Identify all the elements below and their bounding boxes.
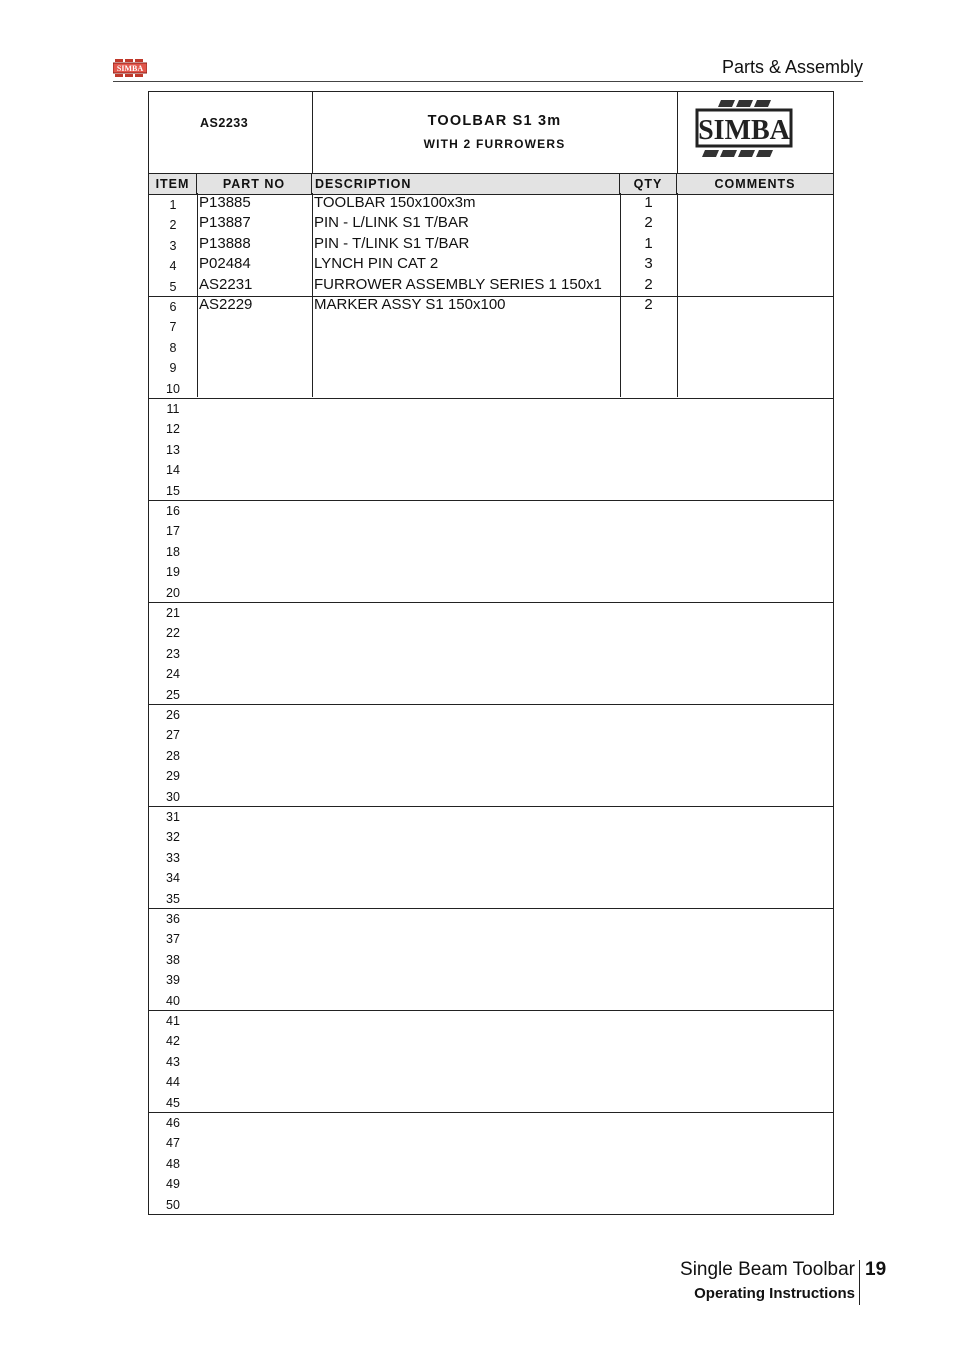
item-number: 26 (166, 708, 180, 722)
item-number: 27 (166, 728, 180, 743)
table-row (149, 990, 833, 1010)
part-description: TOOLBAR 150x100x3m (314, 194, 476, 211)
part-quantity: 2 (644, 214, 653, 232)
item-number: 25 (166, 687, 180, 702)
table-row (149, 541, 833, 561)
assembly-subtitle: WITH 2 FURROWERS (423, 137, 566, 151)
table-row (149, 684, 833, 704)
table-row (149, 1194, 833, 1214)
table-row (149, 724, 833, 744)
part-quantity: 2 (644, 275, 653, 293)
column-divider (620, 193, 621, 397)
part-description: PIN - T/LINK S1 T/BAR (314, 234, 470, 252)
part-description: LYNCH PIN CAT 2 (314, 255, 439, 273)
item-number: 13 (166, 442, 180, 457)
part-number: P13888 (199, 234, 251, 252)
table-row (149, 745, 833, 765)
part-number: AS2229 (199, 296, 253, 313)
item-number: 7 (169, 320, 177, 335)
table-row (149, 847, 833, 867)
column-header-row (149, 173, 833, 195)
item-number: 11 (166, 402, 180, 416)
item-number: 40 (166, 993, 180, 1008)
item-number: 30 (166, 789, 180, 804)
simba-small-logo-icon (113, 58, 147, 78)
item-number: 21 (166, 606, 180, 620)
table-row (149, 500, 833, 520)
table-row (149, 194, 833, 214)
item-number: 17 (166, 524, 180, 539)
table-row (149, 582, 833, 602)
part-number: P13885 (199, 194, 251, 211)
item-number: 39 (166, 973, 180, 988)
table-row (149, 949, 833, 969)
table-row (149, 520, 833, 540)
table-row (149, 316, 833, 336)
column-divider (677, 193, 678, 397)
item-number: 31 (166, 810, 180, 824)
table-row (149, 1153, 833, 1173)
column-header-part-no: PART NO (197, 174, 312, 194)
part-quantity: 3 (644, 255, 653, 273)
item-number: 6 (169, 300, 177, 314)
item-number: 44 (166, 1075, 180, 1090)
item-number: 1 (169, 198, 177, 212)
footer-subtitle: Operating Instructions (694, 1285, 855, 1302)
item-number: 22 (166, 626, 180, 641)
item-number: 4 (169, 259, 177, 274)
item-number: 46 (166, 1116, 180, 1130)
table-row (149, 1092, 833, 1112)
brand-logo-cell (678, 92, 833, 173)
table-row (149, 1071, 833, 1091)
item-number: 2 (169, 218, 177, 233)
part-description: PIN - L/LINK S1 T/BAR (314, 214, 469, 232)
item-number: 37 (166, 932, 180, 947)
item-number: 3 (169, 238, 177, 253)
part-description: FURROWER ASSEMBLY SERIES 1 150x1 (314, 275, 602, 293)
table-row (149, 867, 833, 887)
table-row (149, 296, 833, 316)
assembly-part-number-cell (149, 92, 313, 173)
part-quantity: 1 (644, 234, 653, 252)
table-row (149, 1030, 833, 1050)
item-number: 50 (166, 1197, 180, 1212)
table-row (149, 663, 833, 683)
table-row (149, 378, 833, 398)
table-row (149, 908, 833, 928)
item-number: 33 (166, 850, 180, 865)
table-row (149, 480, 833, 500)
table-row (149, 765, 833, 785)
title-block (149, 92, 833, 173)
table-row (149, 418, 833, 438)
footer-title: Single Beam Toolbar (680, 1259, 855, 1280)
parts-list-table (148, 91, 834, 1215)
item-number: 12 (166, 422, 180, 437)
page-number: 19 (865, 1259, 887, 1280)
column-header-qty: QTY (620, 174, 677, 194)
part-quantity: 2 (644, 296, 653, 313)
part-quantity: 1 (644, 194, 653, 211)
item-number: 36 (166, 912, 180, 926)
column-divider (312, 193, 313, 397)
table-row (149, 888, 833, 908)
table-row (149, 276, 833, 296)
header-rule (113, 81, 863, 82)
table-row (149, 398, 833, 418)
assembly-title: TOOLBAR S1 3m (427, 113, 562, 129)
item-number: 16 (166, 504, 180, 518)
part-number: P13887 (199, 214, 251, 232)
item-number: 47 (166, 1136, 180, 1151)
table-row (149, 704, 833, 724)
item-number: 18 (166, 544, 180, 559)
table-row (149, 214, 833, 234)
item-number: 34 (166, 871, 180, 886)
item-number: 43 (166, 1054, 180, 1069)
table-row (149, 255, 833, 275)
table-row (149, 235, 833, 255)
item-number: 28 (166, 748, 180, 763)
item-number: 29 (166, 769, 180, 784)
item-number: 41 (166, 1014, 180, 1028)
item-number: 10 (166, 381, 180, 396)
column-divider (197, 193, 198, 397)
table-row (149, 561, 833, 581)
logo-text: SIMBA (698, 115, 790, 146)
footer-divider (859, 1260, 860, 1305)
item-number: 23 (166, 646, 180, 661)
table-row (149, 806, 833, 826)
item-number: 45 (166, 1095, 180, 1110)
table-row (149, 459, 833, 479)
part-number: P02484 (199, 255, 251, 273)
item-number: 9 (169, 361, 177, 376)
table-row (149, 786, 833, 806)
table-row (149, 1132, 833, 1152)
column-header-item: ITEM (149, 174, 197, 194)
item-number: 20 (166, 585, 180, 600)
table-row (149, 1112, 833, 1132)
table-row (149, 1010, 833, 1030)
table-row (149, 357, 833, 377)
item-number: 24 (166, 667, 180, 682)
part-description: MARKER ASSY S1 150x100 (314, 296, 506, 313)
column-header-comments: COMMENTS (714, 177, 796, 191)
section-title: Parts & Assembly (721, 57, 863, 77)
table-row (149, 928, 833, 948)
item-number: 42 (166, 1034, 180, 1049)
item-number: 48 (166, 1156, 180, 1171)
item-number: 14 (166, 463, 180, 478)
table-row (149, 622, 833, 642)
item-number: 38 (166, 952, 180, 967)
table-row (149, 439, 833, 459)
table-row (149, 643, 833, 663)
small-logo-text: SIMBA (116, 64, 144, 73)
table-row (149, 1051, 833, 1071)
simba-logo-icon (695, 98, 795, 162)
column-header-description: DESCRIPTION (312, 174, 620, 194)
item-number: 49 (166, 1177, 180, 1192)
table-row (149, 826, 833, 846)
item-number: 19 (166, 565, 180, 580)
table-row (149, 969, 833, 989)
item-number: 35 (166, 891, 180, 906)
part-number: AS2231 (199, 275, 253, 293)
table-row (149, 337, 833, 357)
assembly-title-cell (312, 92, 678, 173)
table-row (149, 1173, 833, 1193)
item-number: 8 (169, 340, 177, 355)
item-number: 32 (166, 830, 180, 845)
table-row (149, 602, 833, 622)
item-number: 15 (166, 483, 180, 498)
item-number: 5 (169, 279, 177, 294)
assembly-part-number: AS2233 (200, 116, 249, 130)
